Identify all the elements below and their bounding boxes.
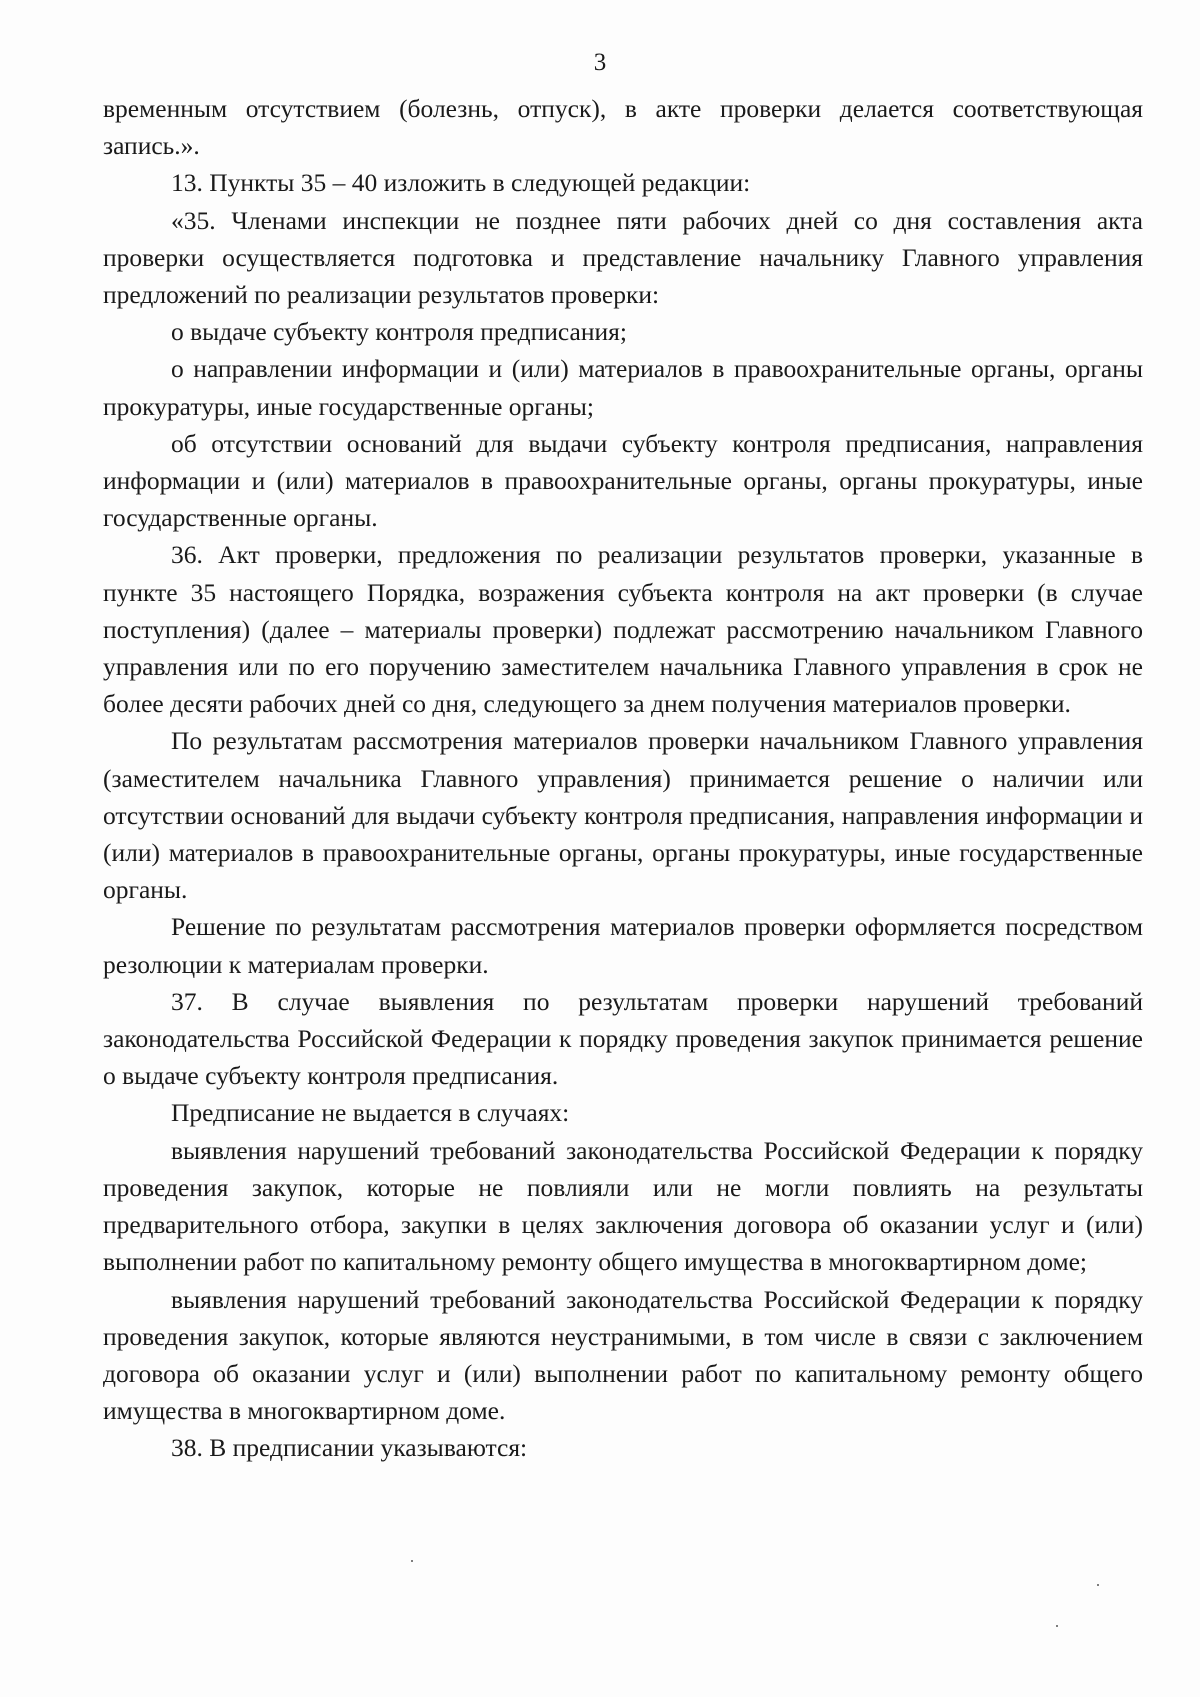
paragraph-36-decision: По результатам рассмотрения материалов проверки начальником Главного управления (заместителем начальника Главного управления) принимается решение о наличии или отсутствии оснований для выдачи субъекту контроля предписания, направления информации и (или) материалов в правоохранительные органы, органы прокуратуры, иные государственные органы.	[103, 726, 1143, 905]
paragraph-37-exceptions-intro: Предписание не выдается в случаях:	[171, 1098, 570, 1128]
document-body	[103, 90, 1143, 1467]
paragraph-item-37: 37. В случае выявления по результатам проверки нарушений требований законодательства Российской Федерации к порядку проведения закупок принимается решение о выдаче субъекту контроля предписания.	[103, 986, 1143, 1091]
paragraph-37-exception-2: выявления нарушений требований законодательства Российской Федерации к порядку проведения закупок, которые являются неустранимыми, в том числе в связи с заключением договора об оказании услуг и (или) выполнении работ по капитальному ремонту общего имущества в многоквартирном доме.	[103, 1284, 1143, 1426]
paragraph-35-option-2: о направлении информации и (или) материалов в правоохранительные органы, органы прокуратуры, иные государственные органы;	[103, 354, 1143, 421]
scan-speck	[1056, 1625, 1058, 1627]
page-number: 3	[593, 49, 607, 76]
paragraph-item-35: «35. Членами инспекции не позднее пяти рабочих дней со дня составления акта проверки осуществляется подготовка и представление начальнику Главного управления предложений по реализации результатов проверки:	[103, 205, 1143, 310]
paragraph-36-resolution: Решение по результатам рассмотрения материалов проверки оформляется посредством резолюции к материалам проверки.	[103, 912, 1143, 979]
scan-speck	[1097, 1584, 1099, 1586]
paragraph-continuation: временным отсутствием (болезнь, отпуск), в акте проверки делается соответствующая запись.».	[103, 94, 1143, 161]
paragraph-item-38: 38. В предписании указываются:	[171, 1433, 528, 1463]
paragraph-item-36: 36. Акт проверки, предложения по реализации результатов проверки, указанные в пункте 35 настоящего Порядка, возражения субъекта контроля на акт проверки (в случае поступления) (далее – материалы проверки) подлежат рассмотрению начальником Главного управления или по его поручению заместителем начальника Главного управления в срок не более десяти рабочих дней со дня, следующего за днем получения материалов проверки.	[103, 540, 1143, 719]
scan-speck	[411, 1560, 413, 1562]
paragraph-37-exception-1: выявления нарушений требований законодательства Российской Федерации к порядку проведения закупок, которые не повлияли или не могли повлиять на результаты предварительного отбора, закупки в целях заключения договора об оказании услуг и (или) выполнении работ по капитальному ремонту общего имущества в многоквартирном доме;	[103, 1135, 1143, 1277]
paragraph-35-option-3: об отсутствии оснований для выдачи субъекту контроля предписания, направления информации и (или) материалов в правоохранительные органы, органы прокуратуры, иные государственные органы.	[103, 428, 1143, 533]
paragraph-item-13: 13. Пункты 35 – 40 изложить в следующей редакции:	[171, 168, 751, 198]
paragraph-35-option-1: о выдаче субъекту контроля предписания;	[171, 317, 627, 347]
